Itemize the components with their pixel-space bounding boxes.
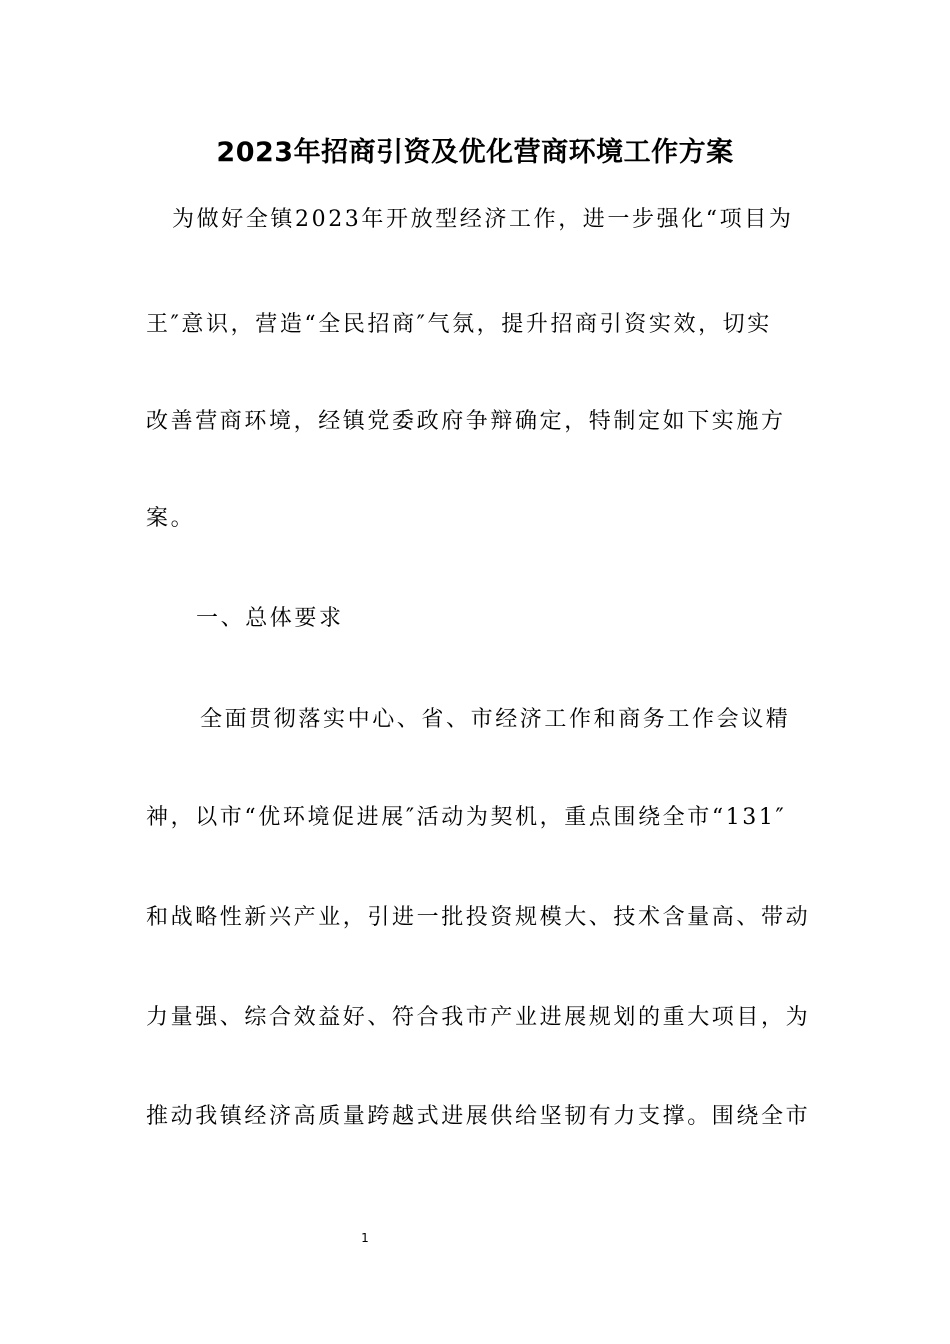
document-title: 2023年招商引资及优化营商环境工作方案: [216, 137, 734, 168]
section-line-3: 和战略性新兴产业，引进一批投资规模大、技术含量高、带动: [146, 905, 811, 930]
section-line-2: 神，以市“优环境促进展″活动为契机，重点围绕全市“131″: [146, 805, 787, 830]
section-line-5: 推动我镇经济高质量跨越式进展供给坚韧有力支撑。围绕全市: [146, 1104, 811, 1129]
section-heading-overall-requirements: 一、总体要求: [196, 606, 344, 631]
section-line-4: 力量强、综合效益好、符合我市产业进展规划的重大项目，为: [146, 1005, 811, 1030]
section-line-1: 全面贯彻落实中心、省、市经济工作和商务工作会议精: [200, 707, 791, 732]
intro-line-4: 案。: [146, 506, 196, 531]
page-number: 1: [361, 1231, 369, 1245]
intro-line-2: 王″意识，营造“全民招商″气氛，提升招商引资实效，切实: [146, 312, 772, 337]
intro-line-1: 为做好全镇2023年开放型经济工作，进一步强化“项目为: [172, 207, 794, 232]
intro-line-3: 改善营商环境，经镇党委政府争辩确定，特制定如下实施方: [146, 409, 786, 434]
